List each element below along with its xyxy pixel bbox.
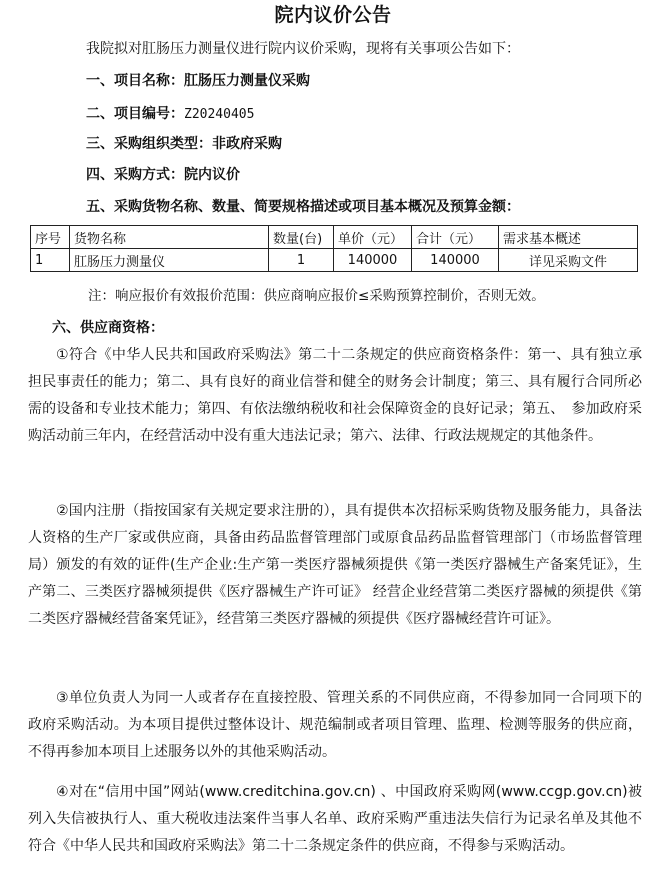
qualification-paragraph-3 <box>28 685 642 766</box>
project-name-value: 肛肠压力测量仪采购 <box>184 73 310 89</box>
procurement-method: 四、采购方式：院内议价 <box>86 167 240 183</box>
project-name-label: 一、项目名称： <box>86 73 184 89</box>
table-header-row <box>31 226 638 249</box>
header-seq: 序号 <box>31 226 70 249</box>
qualification-paragraph-1 <box>28 342 642 450</box>
header-requirement: 需求基本概述 <box>499 226 638 249</box>
header-total: 合计（元） <box>412 226 499 249</box>
qualification-text-1: ①符合《中华人民共和国政府采购法》第二十二条规定的供应商资格条件：第一、具有独立承担民事责任的能力；第二、具有良好的商业信誉和健全的财务会计制度；第三、具有履行合同所必需的设备和专业技术能力；第四、有依法缴纳税收和社会保障资金的良好记录；第五、 参加政府采购活动前三年内，在经营活动中没有重大违法记录；第六、法律、行政法规规定的其他条件。 <box>28 347 642 444</box>
header-unit-price: 单价（元） <box>334 226 412 249</box>
project-code-line <box>86 104 254 125</box>
header-goods-name: 货物名称 <box>70 226 269 249</box>
cell-unit-price: 140000 <box>334 249 412 272</box>
header-quantity: 数量(台) <box>269 226 334 249</box>
cell-requirement: 详见采购文件 <box>499 249 638 272</box>
cell-seq: 1 <box>31 249 70 272</box>
page-title: 院内议价公告 <box>274 4 392 26</box>
qualification-paragraph-2 <box>28 498 642 633</box>
project-name-line <box>86 71 310 91</box>
price-note: 注：响应报价有效报价范围：供应商响应报价≤采购预算控制价，否则无效。 <box>88 288 545 304</box>
cell-quantity: 1 <box>269 249 334 272</box>
goods-heading: 五、采购货物名称、数量、简要规格描述或项目基本概况及预算金额： <box>86 199 520 215</box>
project-code-value: Z20240405 <box>184 107 255 122</box>
qualification-text-4: ④对在“信用中国”网站(www.creditchina.gov.cn) 、中国政府采购网(www.ccgp.gov.cn)被列入失信被执行人、重大税收违法案件当事人名单、政府采购严重违法失信行为记录名单及其他不符合《中华人民共和国政府采购法》第二十二条规定条件的供应商，不得参与采购活动。 <box>28 784 642 854</box>
qualification-paragraph-4 <box>28 779 642 860</box>
qualification-text-3: ③单位负责人为同一人或者存在直接控股、管理关系的不同供应商，不得参加同一合同项下的政府采购活动。为本项目提供过整体设计、规范编制或者项目管理、监理、检测等服务的供应商，不得再参加本项目上述服务以外的其他采购活动。 <box>28 690 642 760</box>
supplier-qualification-heading: 六、供应商资格： <box>52 320 164 336</box>
project-code-label: 二、项目编号： <box>86 106 184 122</box>
table-row <box>31 249 638 272</box>
qualification-text-2: ②国内注册（指按国家有关规定要求注册的），具有提供本次招标采购货物及服务能力，具备法人资格的生产厂家或供应商，具备由药品监督管理部门或原食品药品监督管理部门（市场监督管理局）颁发的有效的证件(生产企业:生产第一类医疗器械须提供《第一类医疗器械生产备案凭证》，生产第二、三类医疗器械须提供《医疗器械生产许可证》 经营企业经营第二类医疗器械的须提供《第二类医疗器械经营备案凭证》，经营第三类医疗器械的须提供《医疗器械经营许可证》。 <box>28 503 642 627</box>
procurement-org-type: 三、采购组织类型：非政府采购 <box>86 136 282 152</box>
intro-paragraph: 我院拟对肛肠压力测量仪进行院内议价采购，现将有关事项公告如下： <box>86 41 520 57</box>
cell-goods-name: 肛肠压力测量仪 <box>70 249 269 272</box>
goods-table <box>30 225 638 272</box>
cell-total: 140000 <box>412 249 499 272</box>
